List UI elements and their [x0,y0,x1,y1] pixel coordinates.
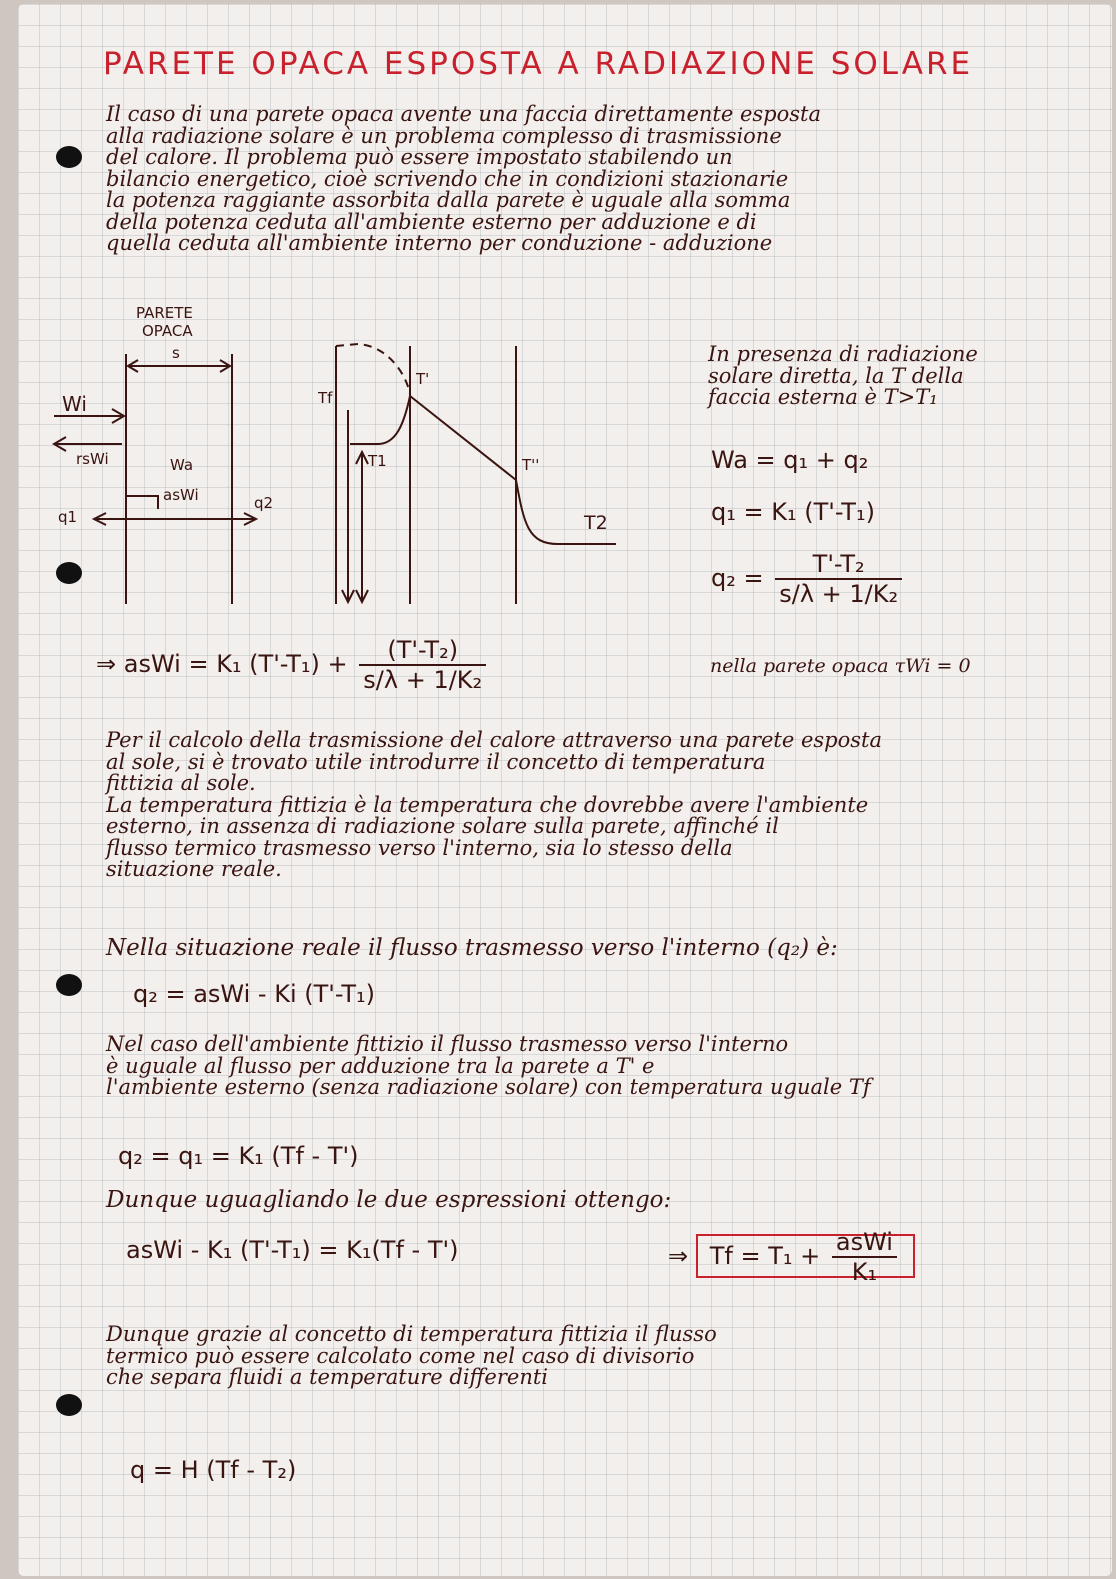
equation-equate: asWi - K₁ (T'-T₁) = K₁(Tf - T') [126,1236,459,1264]
real-case-paragraph: Nella situazione reale il flusso trasmesso verso l'interno (q₂) è: [106,935,838,961]
equation-wa: Wa = q₁ + q₂ [711,446,869,474]
equation-q2-q1: q₂ = q₁ = K₁ (Tf - T') [118,1142,359,1170]
t2-label: T2 [584,512,608,534]
numerator: asWi [832,1228,897,1258]
intro-paragraph: Il caso di una parete opaca avente una faccia direttamente esposta alla radiazione solare è un problema complesso di trasmissione del calore. Il problema può essere impostato stabilendo un bilancio energetico, cioè scrivendo che in condizioni stazionarie la potenza raggiante assorbita dalla parete è uguale alla somma della potenza ceduta all'ambiente esterno per adduzione e di quella ceduta all'ambiente interno per conduzione - adduzione [106,102,821,255]
fraction [832,1228,897,1286]
absorbed-step [126,496,158,509]
equation-q2-lhs: q₂ = [711,564,764,592]
numerator: T'-T₂ [775,550,902,580]
equation-q2-real: q₂ = asWi - Ki (T'-T₁) [133,980,375,1008]
result-equation [668,1228,915,1286]
t1-label: T1 [368,452,387,470]
q2-label: q2 [254,494,274,512]
opaque-note: nella parete opaca τWi = 0 [710,655,971,677]
equation-q2 [711,550,906,608]
q1-label: q1 [58,508,78,526]
main-balance-equation [96,636,490,694]
tf-dashed-curve [336,344,410,394]
wall-label: OPACA [142,322,193,340]
punch-hole [56,1394,82,1416]
main-balance-lhs: ⇒ asWi = K₁ (T'-T₁) + [96,650,348,678]
t-prime-label: T' [416,370,430,388]
equation-q1: q₁ = K₁ (T'-T₁) [711,498,875,526]
side-note: In presenza di radiazione solare diretta, la T della faccia esterna è T>T₁ [708,342,978,409]
numerator: (T'-T₂) [359,636,486,666]
tf-label: Tf [318,389,333,407]
rswi-label: rsWi [76,450,109,468]
result-box [696,1228,915,1286]
aswi-label: asWi [163,486,199,504]
temperature-profile [350,396,616,544]
fictitious-case-paragraph: Nel caso dell'ambiente fittizio il flusso trasmesso verso l'interno è uguale al flusso per adduzione tra la parete a T' e l'ambiente esterno (senza radiazione solare) con temperatura uguale Tf [106,1032,871,1099]
punch-hole [56,974,82,996]
result-lhs: Tf = T₁ + [709,1242,821,1270]
result-arrow: ⇒ [668,1242,689,1270]
wi-label: Wi [62,392,87,416]
conclusion-paragraph: Dunque grazie al concetto di temperatura fittizia il flusso termico può essere calcolato come nel caso di divisorio che separa fluidi a temperature differenti [106,1322,717,1389]
fraction [359,636,486,694]
wall-label: PARETE [136,304,193,322]
fictitious-temp-paragraph: Per il calcolo della trasmissione del calore attraverso una parete esposta al sole, si è trovato utile introdurre il concetto di temperatura fittizia al sole. La temperatura fittizia è la temperatura che dovrebbe avere l'ambiente esterno, in assenza di radiazione solare sulla parete, affinché il flusso termico trasmesso verso l'interno, sia lo stesso della situazione reale. [106,728,882,881]
fraction [775,550,902,608]
denominator: K₁ [851,1258,878,1286]
notebook-page [18,4,1112,1576]
equate-paragraph: Dunque uguagliando le due espressioni ottengo: [106,1187,672,1213]
page-title: PARETE OPACA ESPOSTA A RADIAZIONE SOLARE [103,46,974,82]
wa-label: Wa [170,456,194,474]
thickness-label: s [172,344,180,362]
final-equation: q = H (Tf - T₂) [130,1456,297,1484]
denominator: s/λ + 1/K₂ [779,580,899,608]
t-second-label: T'' [522,456,540,474]
denominator: s/λ + 1/K₂ [363,666,483,694]
